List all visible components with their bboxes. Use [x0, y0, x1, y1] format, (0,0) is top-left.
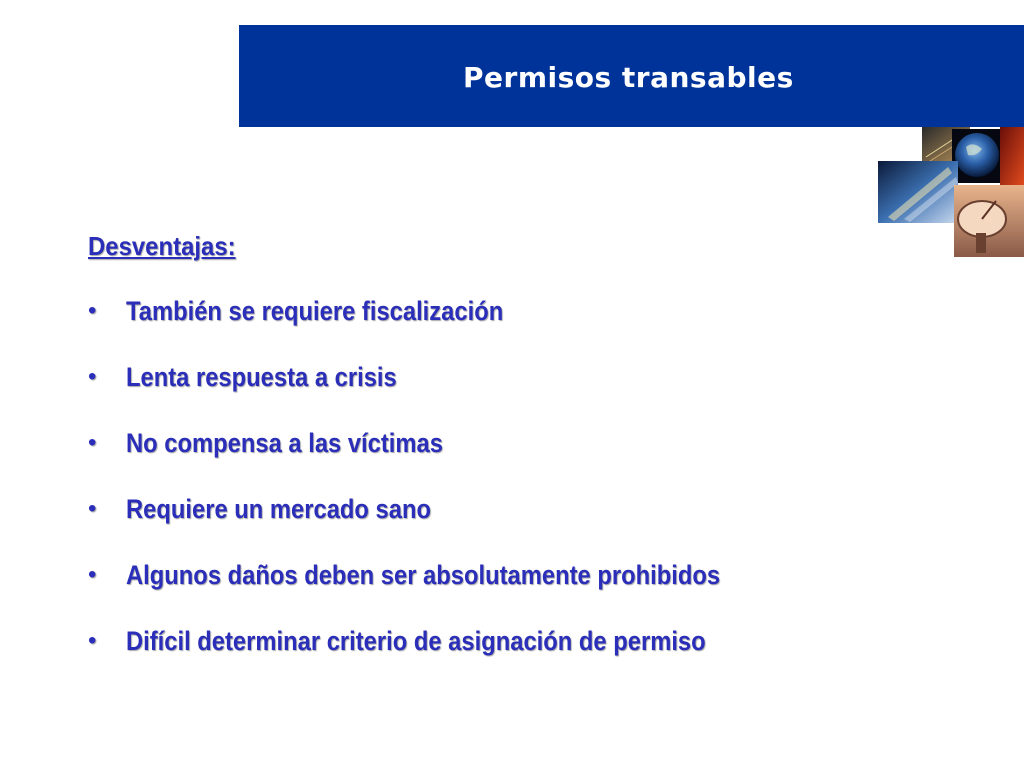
list-item [88, 526, 968, 592]
bullet-text: Requiere un mercado sano [126, 494, 432, 524]
bullet-text: No compensa a las víctimas [126, 428, 443, 458]
bullet-icon: • [88, 495, 97, 522]
bullet-icon: • [88, 297, 97, 324]
slide-title: Permisos transables [463, 61, 794, 94]
title-banner [239, 25, 1024, 127]
list-item [88, 394, 968, 460]
bullet-text: Lenta respuesta a crisis [126, 362, 397, 392]
bullet-icon: • [88, 561, 97, 588]
list-item [88, 328, 968, 394]
bullet-icon: • [88, 363, 97, 390]
slide-body [88, 228, 968, 658]
list-item [88, 592, 968, 658]
bullet-icon: • [88, 627, 97, 654]
list-item [88, 460, 968, 526]
bullet-text: Difícil determinar criterio de asignación de permiso [126, 626, 706, 656]
bullet-text: Algunos daños deben ser absolutamente prohibidos [126, 560, 721, 590]
list-item [88, 264, 968, 328]
section-heading: Desventajas: [88, 231, 236, 261]
bullet-text: También se requiere fiscalización [126, 296, 504, 326]
bullet-list [88, 264, 968, 658]
bullet-icon: • [88, 429, 97, 456]
